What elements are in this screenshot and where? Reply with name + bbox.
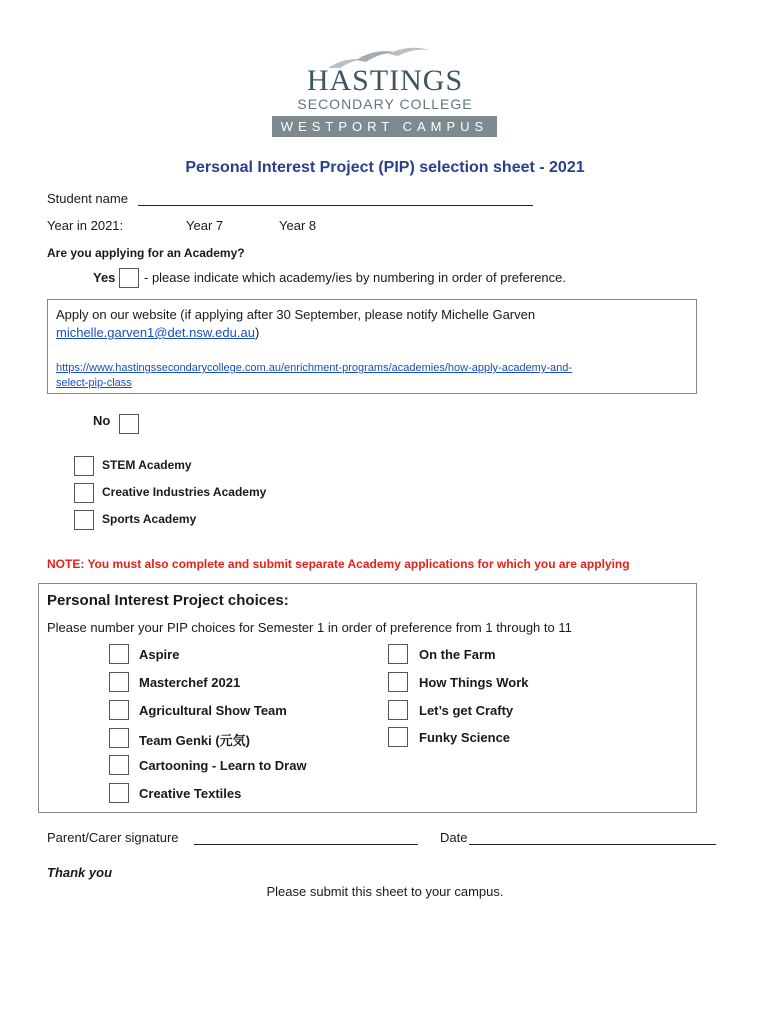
signature-label: Parent/Carer signature <box>47 830 179 845</box>
pip-instruction: Please number your PIP choices for Semester 1 in order of preference from 1 through to 11 <box>47 620 572 635</box>
sports-academy-checkbox[interactable] <box>74 510 94 530</box>
email-link[interactable]: michelle.garven1@det.nsw.edu.au <box>56 325 255 340</box>
academy-question: Are you applying for an Academy? <box>47 246 245 260</box>
year-label: Year in 2021: <box>47 218 124 233</box>
date-field[interactable] <box>469 844 716 845</box>
apply-info-email-line <box>56 325 259 340</box>
pip-funky-science-checkbox[interactable] <box>388 727 408 747</box>
academy-option: STEM Academy <box>102 458 192 472</box>
pip-choice: Funky Science <box>419 730 511 745</box>
stem-academy-checkbox[interactable] <box>74 456 94 476</box>
pip-choice: Creative Textiles <box>139 786 242 801</box>
pip-choices-box <box>38 583 697 813</box>
year-8-option[interactable]: Year 8 <box>279 218 317 233</box>
pip-choice: Team Genki (元気) <box>139 733 251 748</box>
yes-checkbox[interactable] <box>119 268 139 288</box>
logo-subtitle: SECONDARY COLLEGE <box>297 96 473 112</box>
pip-choice: Aspire <box>139 647 180 662</box>
no-checkbox[interactable] <box>119 414 139 434</box>
email-close: ) <box>254 325 260 340</box>
creative-industries-academy-checkbox[interactable] <box>74 483 94 503</box>
submit-note: Please submit this sheet to your campus. <box>266 884 504 899</box>
student-name-label: Student name <box>47 191 128 206</box>
date-label: Date <box>440 830 468 845</box>
academy-option: Creative Industries Academy <box>102 485 267 499</box>
pip-choice: On the Farm <box>419 647 496 662</box>
pip-choice: Agricultural Show Team <box>139 703 287 718</box>
yes-instruction: - please indicate which academy/ies by numbering in order of preference. <box>144 270 567 285</box>
pip-lets-get-crafty-checkbox[interactable] <box>388 700 408 720</box>
pip-cartooning-checkbox[interactable] <box>109 755 129 775</box>
yes-label: Yes <box>93 270 116 285</box>
pip-agricultural-show-checkbox[interactable] <box>109 700 129 720</box>
logo-title: HASTINGS <box>306 64 464 97</box>
thank-you: Thank you <box>47 865 113 880</box>
no-label: No <box>93 413 111 428</box>
pip-choice: Masterchef 2021 <box>139 675 241 690</box>
academy-note: NOTE: You must also complete and submit separate Academy applications for which you are applying <box>47 557 630 571</box>
apply-url <box>56 361 572 391</box>
pip-on-the-farm-checkbox[interactable] <box>388 644 408 664</box>
pip-choice: Cartooning - Learn to Draw <box>139 758 307 773</box>
apply-url-link-line2[interactable]: select-pip-class <box>56 377 132 389</box>
pip-choice: Let’s get Crafty <box>419 703 514 718</box>
pip-choice: How Things Work <box>419 675 529 690</box>
apply-info-text: Apply on our website (if applying after 30 September, please notify Michelle Garven <box>56 307 536 322</box>
pip-creative-textiles-checkbox[interactable] <box>109 783 129 803</box>
pip-how-things-work-checkbox[interactable] <box>388 672 408 692</box>
page-title: Personal Interest Project (PIP) selection sheet - 2021 <box>185 159 585 176</box>
pip-title: Personal Interest Project choices: <box>47 592 289 609</box>
year-7-option[interactable]: Year 7 <box>186 218 224 233</box>
academy-option: Sports Academy <box>102 512 197 526</box>
pip-team-genki-checkbox[interactable] <box>109 728 129 748</box>
pip-aspire-checkbox[interactable] <box>109 644 129 664</box>
signature-field[interactable] <box>194 844 418 845</box>
apply-url-link-line1[interactable]: https://www.hastingssecondarycollege.com.au/enrichment-programs/academies/how-apply-academy-and- <box>56 362 573 374</box>
pip-masterchef-checkbox[interactable] <box>109 672 129 692</box>
student-name-field[interactable] <box>138 205 533 206</box>
logo-campus-bar: WESTPORT CAMPUS <box>272 116 497 137</box>
